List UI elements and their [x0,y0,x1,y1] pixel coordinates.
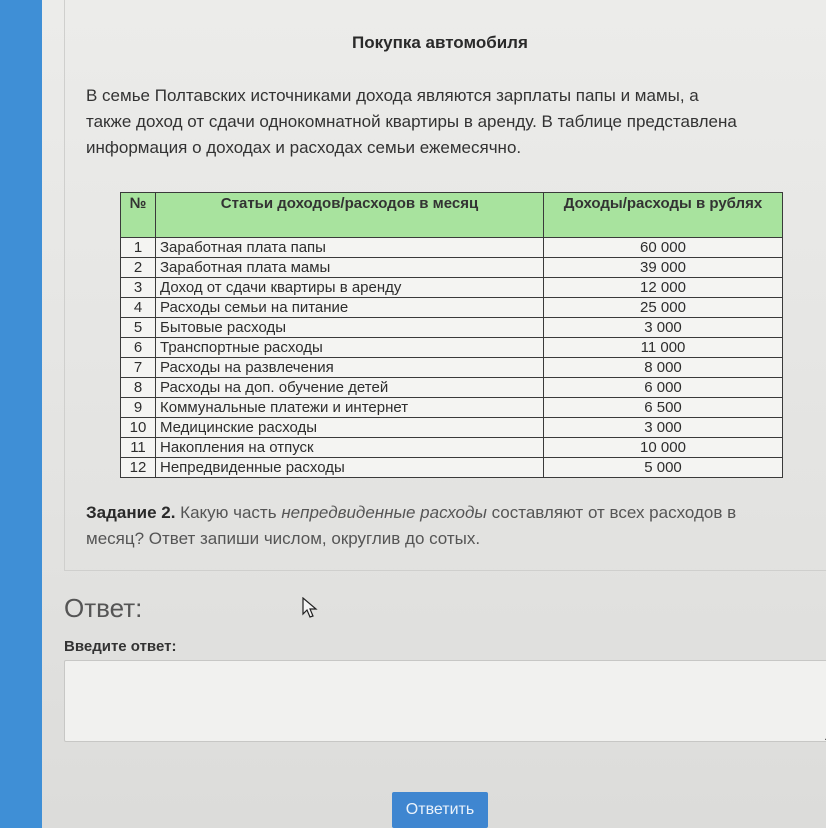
column-header-item: Статьи доходов/расходов в месяц [156,193,544,238]
row-item: Доход от сдачи квартиры в аренду [156,278,544,298]
row-item: Непредвиденные расходы [156,458,544,478]
task-text-after: составляют от всех расходов в [486,503,737,522]
row-number: 3 [121,278,156,298]
task-text [86,500,826,552]
table-row [121,258,783,278]
row-number: 5 [121,318,156,338]
row-value: 60 000 [544,238,783,258]
answer-heading: Ответ: [64,593,143,623]
row-value: 8 000 [544,358,783,378]
table-row [121,318,783,338]
row-item: Заработная плата папы [156,238,544,258]
table-row [121,278,783,298]
task-label: Задание 2. [86,503,176,522]
column-header-value: Доходы/расходы в рублях [544,193,783,238]
row-item: Коммунальные платежи и интернет [156,398,544,418]
intro-text [86,83,826,161]
row-number: 12 [121,458,156,478]
row-number: 11 [121,438,156,458]
row-number: 8 [121,378,156,398]
task-text-before: Какую часть [175,503,282,522]
row-item: Расходы на развлечения [156,358,544,378]
row-number: 9 [121,398,156,418]
table-row [121,238,783,258]
answer-input[interactable] [64,660,826,742]
row-item: Расходы семьи на питание [156,298,544,318]
intro-line: информация о доходах и расходах семьи ежемесячно. [86,138,522,157]
row-item: Медицинские расходы [156,418,544,438]
page-title: Покупка автомобиля [352,33,528,52]
row-value: 12 000 [544,278,783,298]
answer-input-label: Введите ответ: [64,638,177,655]
table-row [121,358,783,378]
income-expense-table [120,192,783,478]
table-row [121,438,783,458]
submit-answer-button[interactable]: Ответить [392,792,488,828]
table-row [121,398,783,418]
row-value: 3 000 [544,318,783,338]
row-item: Накопления на отпуск [156,438,544,458]
table-row [121,338,783,358]
table-row [121,378,783,398]
row-number: 10 [121,418,156,438]
mouse-pointer-icon [302,597,318,619]
left-accent-strip [0,0,42,828]
intro-line: В семье Полтавских источниками дохода являются зарплаты папы и мамы, а [86,86,699,105]
row-item: Транспортные расходы [156,338,544,358]
row-value: 10 000 [544,438,783,458]
task-emphasis: непредвиденные расходы [281,503,487,522]
row-number: 2 [121,258,156,278]
task-line-2: месяц? Ответ запиши числом, округлив до сотых. [86,529,481,548]
row-value: 3 000 [544,418,783,438]
table-row [121,418,783,438]
table-header-row [121,193,783,238]
row-number: 4 [121,298,156,318]
row-value: 6 000 [544,378,783,398]
task-card [42,0,826,828]
row-value: 25 000 [544,298,783,318]
row-item: Бытовые расходы [156,318,544,338]
row-number: 7 [121,358,156,378]
row-number: 1 [121,238,156,258]
table-row [121,458,783,478]
row-value: 11 000 [544,338,783,358]
row-value: 6 500 [544,398,783,418]
intro-line: также доход от сдачи однокомнатной квартиры в аренду. В таблице представлена [86,112,737,131]
row-number: 6 [121,338,156,358]
table-row [121,298,783,318]
row-value: 39 000 [544,258,783,278]
row-value: 5 000 [544,458,783,478]
row-item: Заработная плата мамы [156,258,544,278]
row-item: Расходы на доп. обучение детей [156,378,544,398]
table-body [121,238,783,478]
column-header-number: № [121,193,156,238]
